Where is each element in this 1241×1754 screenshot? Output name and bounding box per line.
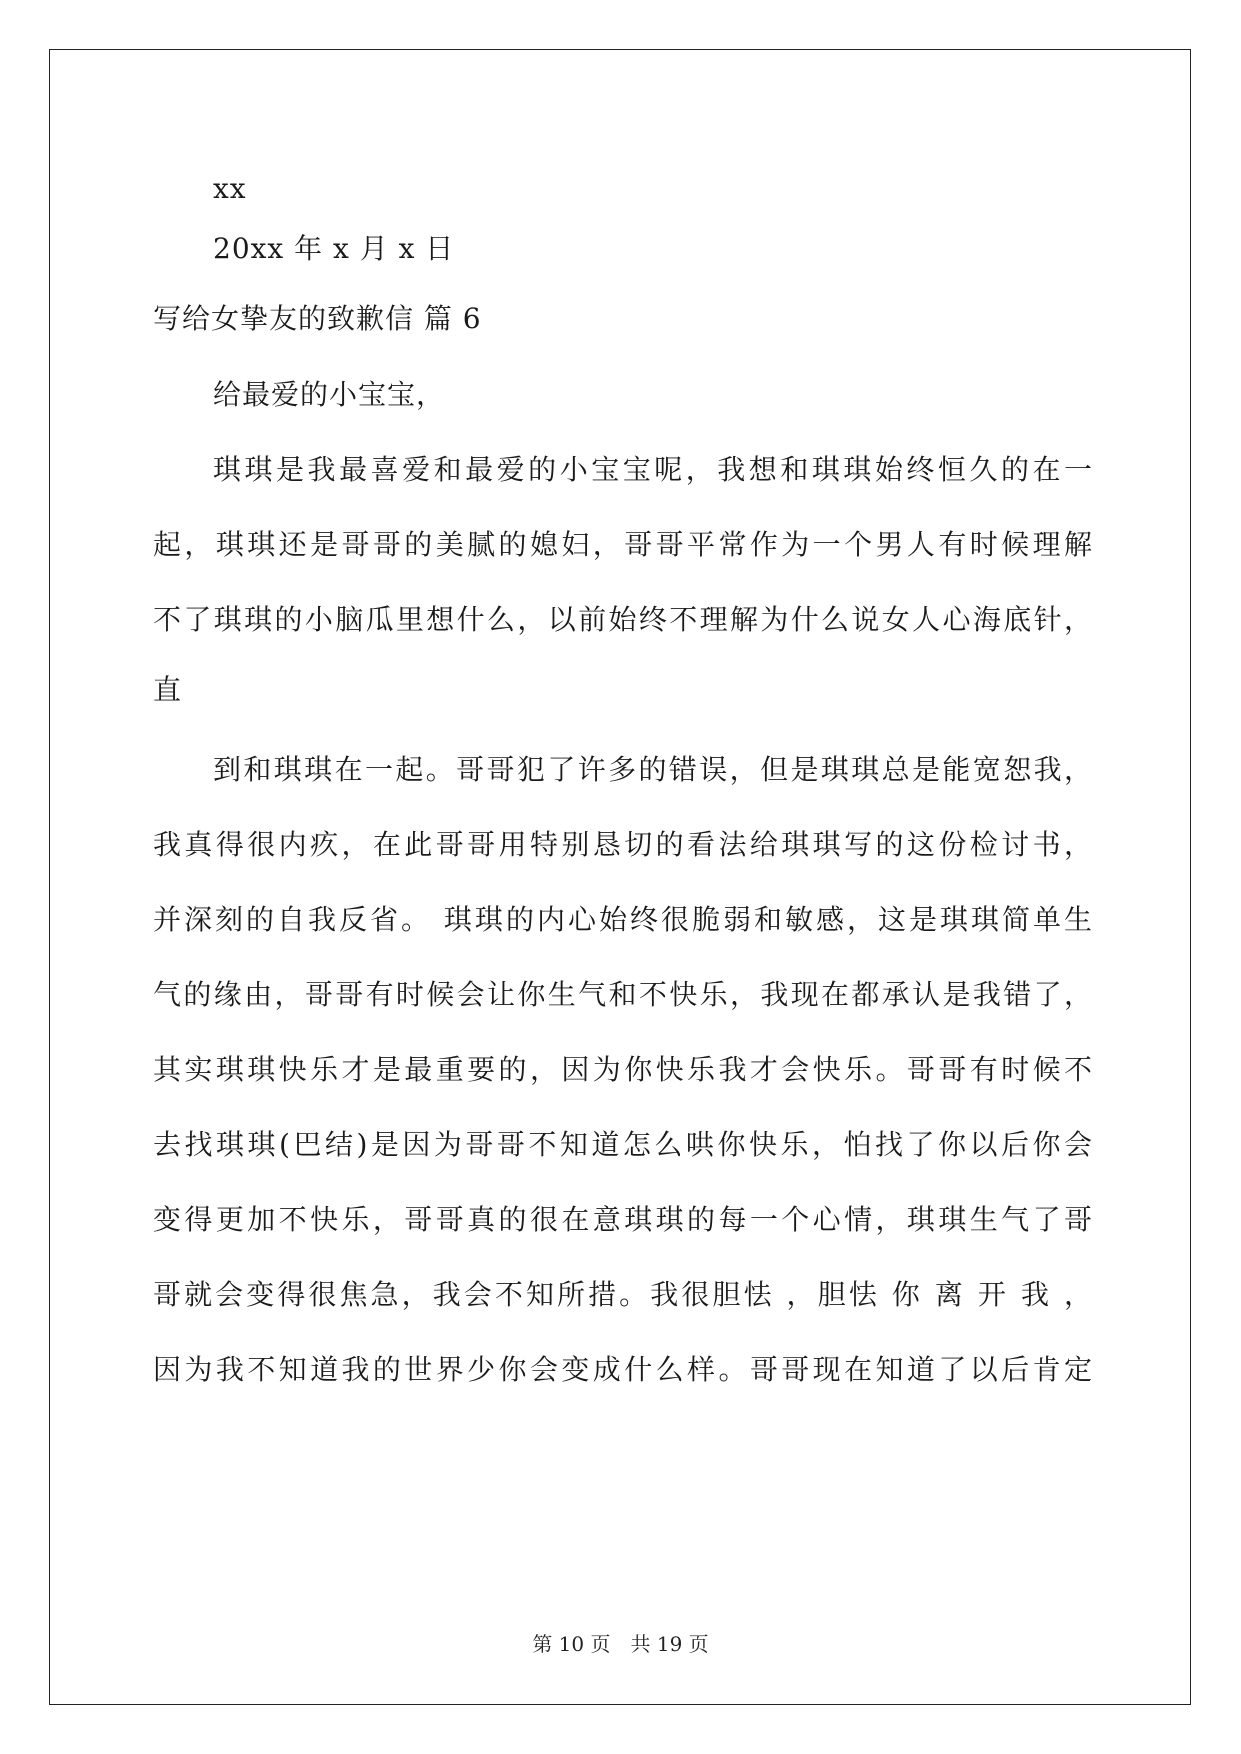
body-line: 因为我不知道我的世界少你会变成什么样。哥哥现在知道了以后肯定 xyxy=(153,1353,1093,1386)
page-total: 共 19 页 xyxy=(630,1632,709,1656)
page-number: 第 10 页 xyxy=(532,1632,611,1656)
body-line: 不了琪琪的小脑瓜里想什么，以前始终不理解为什么说女人心海底针， xyxy=(153,603,1093,636)
body-line: 到和琪琪在一起。哥哥犯了许多的错误，但是琪琪总是能宽恕我， xyxy=(213,753,1093,786)
body-line: 我真得很内疚，在此哥哥用特别恳切的看法给琪琪写的这份检讨书， xyxy=(153,828,1093,861)
body-line: 变得更加不快乐，哥哥真的很在意琪琪的每一个心情，琪琪生气了哥 xyxy=(153,1203,1093,1236)
greeting-line: 给最爱的小宝宝， xyxy=(213,378,446,411)
signature-name: xx xyxy=(213,172,247,205)
body-line: 并深刻的自我反省。 琪琪的内心始终很脆弱和敏感，这是琪琪简单生 xyxy=(153,903,1093,936)
signature-date: 20xx 年 x 月 x 日 xyxy=(213,232,455,265)
body-line: 起，琪琪还是哥哥的美腻的媳妇，哥哥平常作为一个男人有时候理解 xyxy=(153,528,1093,561)
body-line: 其实琪琪快乐才是最重要的，因为你快乐我才会快乐。哥哥有时候不 xyxy=(153,1053,1093,1086)
body-line: 哥就会变得很焦急，我会不知所措。我很胆怯 ，胆怯 你 离 开 我 ， xyxy=(153,1278,1093,1311)
body-line: 琪琪是我最喜爱和最爱的小宝宝呢，我想和琪琪始终恒久的在一 xyxy=(213,453,1093,486)
page-border xyxy=(49,49,1191,1705)
body-line: 去找琪琪(巴结)是因为哥哥不知道怎么哄你快乐，怕找了你以后你会 xyxy=(153,1128,1093,1161)
page-footer xyxy=(0,1632,1241,1656)
section-heading: 写给女挚友的致歉信 篇 6 xyxy=(153,302,482,335)
body-line: 直 xyxy=(153,673,183,706)
body-line: 气的缘由，哥哥有时候会让你生气和不快乐，我现在都承认是我错了， xyxy=(153,978,1093,1011)
